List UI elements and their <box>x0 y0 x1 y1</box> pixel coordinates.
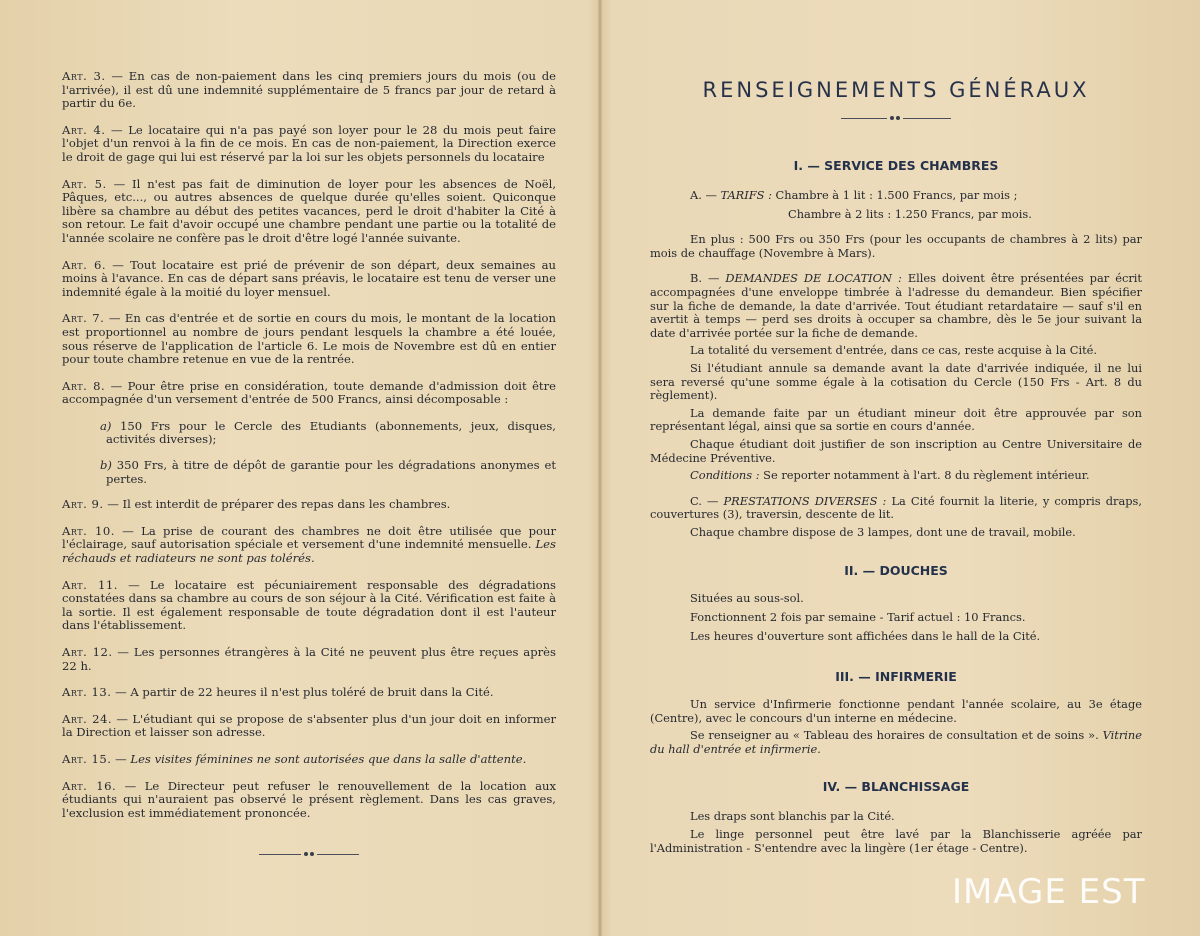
demandes-location-text: B. — DEMANDES DE LOCATION : Elles doivent être présentées par écrit accompagnées d'une enveloppe timbrée à l'adresse du demandeur. Bien spécifier sur la fiche de demande, la date d'arrivée. Tout étudiant retardataire — sauf s'il en avertit à temps — perd ses droits à occuper sa chambre, dès le 5e jour suivant la date d'arrivée portée sur la fiche de demande. <box>650 271 1142 340</box>
section-heading-blanchissage: IV. — BLANCHISSAGE <box>822 778 970 794</box>
totalite-text: La totalité du versement d'entrée, dans ce cas, reste acquise à la Cité. <box>690 343 1098 358</box>
infirmerie-text-2: Se renseigner au « Tableau des horaires de consultation et de soins ». Vitrine du hall d'entrée et infirmerie. <box>650 728 1142 757</box>
infirmerie-text-1: Un service d'Infirmerie fonctionne pendant l'année scolaire, au 3e étage (Centre), avec le concours d'un interne en médecine. <box>650 697 1142 725</box>
article-12: Art. 12. — Les personnes étrangères à la Cité ne peuvent plus être reçues après 22 h. <box>62 645 556 673</box>
section-heading-douches: II. — DOUCHES <box>844 563 948 579</box>
section-heading-chambres: I. — SERVICE DES CHAMBRES <box>793 158 999 173</box>
section-douches <box>650 592 1142 643</box>
article-10: Art. 10. — La prise de courant des chambres ne doit être utilisée que pour l'éclairage, sauf autorisation spéciale et versement d'une indemnité mensuelle. Les réchauds et radiateurs ne sont pas tolérés. <box>62 523 557 566</box>
section-chambres <box>650 189 1142 539</box>
blanchissage-text-1: Les draps sont blanchis par la Cité. <box>690 808 895 823</box>
tarifs-line-1: A. — TARIFS : Chambre à 1 lit : 1.500 Francs, par mois ; <box>690 188 1018 202</box>
article-3: Art. 3. — En cas de non-paiement dans les cinq premiers jours du mois (ou de l'arrivée), il est dû une indemnité supplémentaire de 5 francs par jour de retard à partir du 6e. <box>62 69 556 111</box>
article-5: Art. 5. — Il n'est pas fait de diminution de loyer pour les absences de Noël, Pâques, etc..., ou autres absences de quelque durée qu'elles soient. Quiconque libère sa chambre au début des petites vacances, perd le droit d'habiter la Cité à son retour. Le fait d'avoir occupé une chambre pendant une partie ou la totalité de l'année scolaire ne confère pas le droit d'être logé l'année suivante. <box>62 176 557 245</box>
douches-line-1: Situées au sous-sol. <box>690 591 804 606</box>
article-11: Art. 11. — Le locataire est pécuniairement responsable des dégradations constatées dans sa chambre au cours de son séjour à la Cité. Vérification est faite à la sortie. Il est également responsable de toute dégradation dont il est l'auteur dans l'établissement. <box>62 577 556 633</box>
page-title: RENSEIGNEMENTS GÉNÉRAUX <box>702 78 1090 102</box>
article-16: Art. 16. — Le Directeur peut refuser le renouvellement de la location aux étudiants qui n'auraient pas observé le présent règlement. Dans les cas graves, l'exclusion est immédiatement prononcée. <box>62 778 557 820</box>
douches-line-3: Les heures d'ouverture sont affichées dans le hall de la Cité. <box>690 628 1041 643</box>
right-page <box>650 70 1142 855</box>
article-8-item-a: a) 150 Frs pour le Cercle des Etudiants (abonnements, jeux, disques, activités diverses); <box>100 418 556 447</box>
lampes-text: Chaque chambre dispose de 3 lampes, dont une de travail, mobile. <box>690 524 1076 539</box>
article-14: Art. 24. — L'étudiant qui se propose de s'absenter plus d'un jour doit en informer la Direction et laisser son adresse. <box>62 711 556 740</box>
annulation-text: Si l'étudiant annule sa demande avant la date d'arrivée indiquée, il ne lui sera reversé qu'une somme égale à la cotisation du Cercle (150 Frs - Art. 8 du règlement). <box>650 360 1142 403</box>
image-est-watermark: IMAGE EST <box>952 872 1146 912</box>
tarifs-line-2: Chambre à 2 lits : 1.250 Francs, par mois. <box>788 206 1032 221</box>
prestations-text: C. — PRESTATIONS DIVERSES : La Cité fournit la literie, y compris draps, couvertures (3), traversin, descente de lit. <box>650 493 1143 522</box>
left-page <box>62 70 556 860</box>
article-6: Art. 6. — Tout locataire est prié de prévenir de son départ, deux semaines au moins à l'avance. En cas de départ sans préavis, le locataire est tenu de verser une indemnité égale à la moitié du loyer mensuel. <box>62 257 556 299</box>
section-infirmerie <box>650 698 1142 756</box>
article-13: Art. 13. — A partir de 22 heures il n'est plus toléré de bruit dans la Cité. <box>62 685 494 700</box>
article-15: Art. 15. — Les visites féminines ne sont autorisées que dans la salle d'attente. <box>62 751 527 766</box>
article-9: Art. 9. — Il est interdit de préparer des repas dans les chambres. <box>62 497 451 512</box>
blanchissage-text-2: Le linge personnel peut être lavé par la Blanchisserie agréée par l'Administration - S'entendre avec la lingère (1er étage - Centre). <box>650 827 1142 855</box>
mineur-text: La demande faite par un étudiant mineur doit être approuvée par son représentant légal, ainsi que sa sortie en cours d'année. <box>650 405 1142 434</box>
chauffage-text: En plus : 500 Frs ou 350 Frs (pour les occupants de chambres à 2 lits) par mois de chauffage (Novembre à Mars). <box>650 232 1142 260</box>
douches-line-2: Fonctionnent 2 fois par semaine - Tarif actuel : 10 Francs. <box>690 610 1026 625</box>
section-blanchissage <box>650 810 1142 856</box>
article-8-item-b: b) 350 Frs, à titre de dépôt de garantie pour les dégradations anonymes et pertes. <box>100 458 556 486</box>
page-fold <box>598 0 602 936</box>
conditions-text: Conditions : Se reporter notamment à l'art. 8 du règlement intérieur. <box>690 468 1090 483</box>
article-4: Art. 4. — Le locataire qui n'a pas payé son loyer pour le 28 du mois peut faire l'objet d'un renvoi à la fin de ce mois. En cas de non-paiement, la Direction exerce le droit de gage qui lui est réservé par la loi sur les objets personnels du locataire <box>62 122 556 164</box>
article-8: Art. 8. — Pour être prise en considération, toute demande d'admission doit être accompagnée d'un versement d'entrée de 500 Francs, ainsi décomposable : <box>62 378 556 407</box>
article-7: Art. 7. — En cas d'entrée et de sortie en cours du mois, le montant de la location est proportionnel au nombre de jours pendant lesquels la chambre a été louée, sous réserve de l'application de l'article 6. Le mois de Novembre est dû en entier pour toute chambre retenue en vue de la rentrée. <box>62 311 556 367</box>
inscription-text: Chaque étudiant doit justifier de son inscription au Centre Universitaire de Médecine Préventive. <box>650 436 1142 465</box>
title-ornament <box>841 114 951 124</box>
left-ornament <box>259 850 359 860</box>
section-heading-infirmerie: III. — INFIRMERIE <box>835 669 957 685</box>
